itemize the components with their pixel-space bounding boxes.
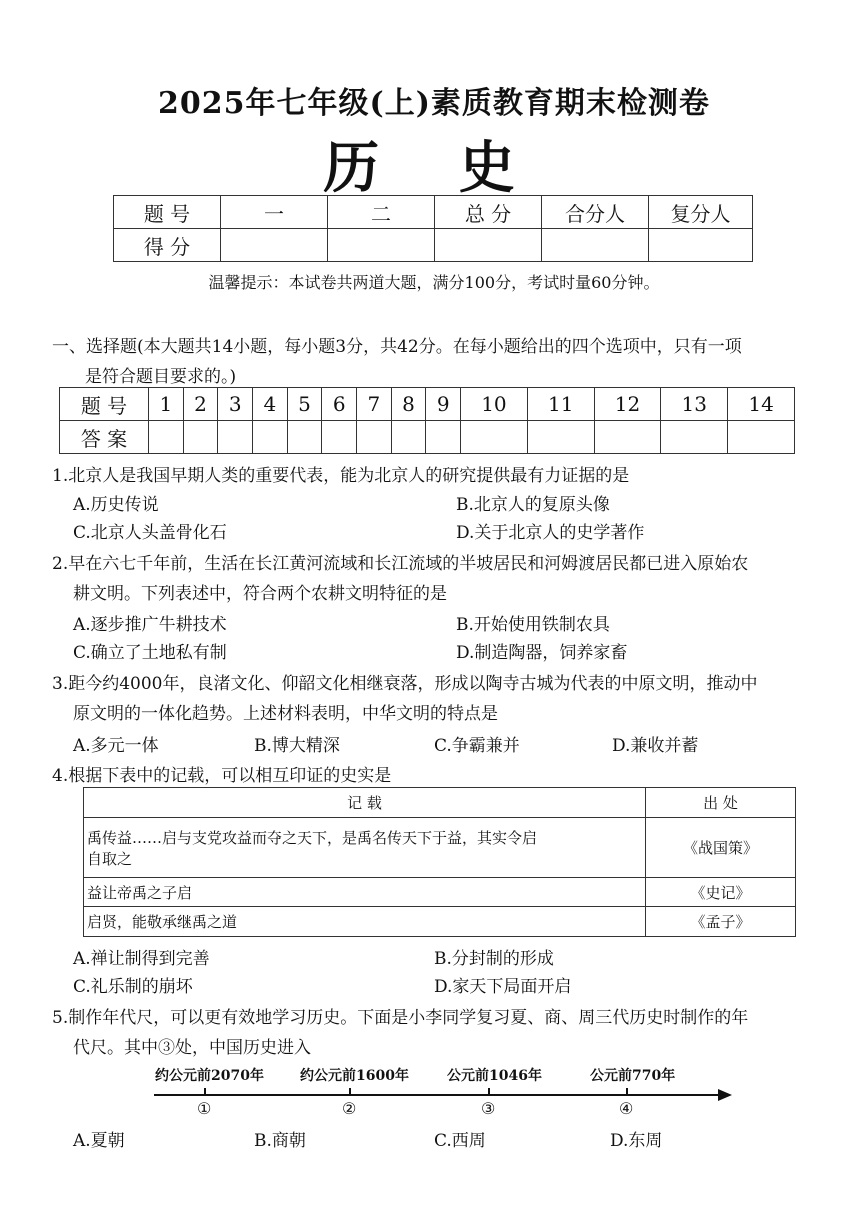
timeline-tick xyxy=(488,1088,490,1096)
timeline-tick xyxy=(626,1088,628,1096)
answer-input-cell[interactable] xyxy=(594,421,661,454)
answer-input-cell[interactable] xyxy=(149,421,184,454)
timeline-mark: ③ xyxy=(481,1099,496,1118)
score-header-cell: 题 号 xyxy=(114,196,221,229)
timeline xyxy=(150,1062,740,1122)
score-table xyxy=(113,195,753,262)
q1-option-c[interactable]: C.北京人头盖骨化石 xyxy=(73,523,227,543)
timeline-label: 公元前770年 xyxy=(590,1068,676,1084)
answer-number-cell: 9 xyxy=(426,388,461,421)
score-input-cell[interactable] xyxy=(328,229,435,262)
question-4-stem: 4.根据下表中的记载，可以相互印证的史实是 xyxy=(52,766,392,786)
answer-number-cell: 8 xyxy=(391,388,426,421)
q3-option-b[interactable]: B.博大精深 xyxy=(254,736,340,756)
answer-number-cell: 3 xyxy=(218,388,253,421)
exam-tip: 温馨提示：本试卷共两道大题，满分100分，考试时量60分钟。 xyxy=(208,273,660,292)
timeline-axis xyxy=(154,1094,724,1096)
timeline-mark: ② xyxy=(342,1099,357,1118)
answer-input-cell[interactable] xyxy=(426,421,461,454)
answer-number-cell: 4 xyxy=(253,388,288,421)
q2-option-a[interactable]: A.逐步推广牛耕技术 xyxy=(73,615,227,635)
source-cell: 《孟子》 xyxy=(646,907,796,937)
question-5-stem-cont: 代尺。其中③处，中国历史进入 xyxy=(73,1038,311,1058)
answer-input-cell[interactable] xyxy=(183,421,218,454)
q4-option-a[interactable]: A.禅让制得到完善 xyxy=(73,949,210,969)
q2-option-c[interactable]: C.确立了土地私有制 xyxy=(73,643,227,663)
q5-option-b[interactable]: B.商朝 xyxy=(254,1131,306,1151)
score-header-cell: 一 xyxy=(221,196,328,229)
answer-input-cell[interactable] xyxy=(391,421,426,454)
q4-option-c[interactable]: C.礼乐制的崩坏 xyxy=(73,977,193,997)
q3-option-c[interactable]: C.争霸兼并 xyxy=(434,736,520,756)
answer-row-label: 答 案 xyxy=(60,421,149,454)
answer-input-cell[interactable] xyxy=(253,421,288,454)
q5-option-d[interactable]: D.东周 xyxy=(610,1131,663,1151)
answer-number-cell: 7 xyxy=(357,388,392,421)
section-heading xyxy=(52,332,822,392)
answer-number-cell: 5 xyxy=(287,388,322,421)
answer-input-cell[interactable] xyxy=(527,421,594,454)
section-line: 一、选择题(本大题共14小题，每小题3分，共42分。在每小题给出的四个选项中，只有一项 xyxy=(52,337,742,357)
records-header-record: 记 载 xyxy=(84,788,646,818)
timeline-mark: ① xyxy=(197,1099,212,1118)
score-input-cell[interactable] xyxy=(435,229,542,262)
q5-option-c[interactable]: C.西周 xyxy=(434,1131,486,1151)
q4-option-b[interactable]: B.分封制的形成 xyxy=(434,949,554,969)
timeline-label: 公元前1046年 xyxy=(447,1068,542,1084)
section-line: 是符合题目要求的。) xyxy=(85,367,237,387)
q1-option-d[interactable]: D.关于北京人的史学著作 xyxy=(456,523,645,543)
answer-input-cell[interactable] xyxy=(287,421,322,454)
answer-number-cell: 12 xyxy=(594,388,661,421)
answer-row-label: 题 号 xyxy=(60,388,149,421)
timeline-mark: ④ xyxy=(619,1099,634,1118)
timeline-tick xyxy=(204,1088,206,1096)
source-cell: 《战国策》 xyxy=(646,818,796,878)
q4-option-d[interactable]: D.家天下局面开启 xyxy=(434,977,572,997)
timeline-label: 约公元前2070年 xyxy=(155,1068,264,1084)
record-cell xyxy=(84,818,646,878)
answer-input-cell[interactable] xyxy=(728,421,795,454)
source-cell: 《史记》 xyxy=(646,878,796,907)
score-header-cell: 二 xyxy=(328,196,435,229)
timeline-label: 约公元前1600年 xyxy=(300,1068,409,1084)
records-header-source: 出 处 xyxy=(646,788,796,818)
score-row-label: 得 分 xyxy=(114,229,221,262)
q3-option-d[interactable]: D.兼收并蓄 xyxy=(612,736,699,756)
answer-table xyxy=(59,387,795,454)
q2-option-d[interactable]: D.制造陶器，饲养家畜 xyxy=(456,643,628,663)
answer-number-cell: 1 xyxy=(149,388,184,421)
answer-input-cell[interactable] xyxy=(218,421,253,454)
subject-title: 历 史 xyxy=(323,135,545,201)
record-text: 禹传益……启与支党攻益而夺之天下，是禹名传天下于益，其实令启 xyxy=(87,828,538,847)
answer-number-cell: 6 xyxy=(322,388,357,421)
q1-option-b[interactable]: B.北京人的复原头像 xyxy=(456,495,610,515)
q5-option-a[interactable]: A.夏朝 xyxy=(73,1131,125,1151)
question-3-stem: 3.距今约4000年，良渚文化、仰韶文化相继衰落，形成以陶寺古城为代表的中原文明，推动中 xyxy=(52,674,758,694)
score-header-cell: 总 分 xyxy=(435,196,542,229)
score-input-cell[interactable] xyxy=(542,229,649,262)
exam-title: 2025年七年级(上)素质教育期末检测卷 xyxy=(158,86,710,121)
answer-input-cell[interactable] xyxy=(461,421,528,454)
timeline-tick xyxy=(349,1088,351,1096)
q2-option-b[interactable]: B.开始使用铁制农具 xyxy=(456,615,610,635)
record-cell: 启贤，能敬承继禹之道 xyxy=(84,907,646,937)
answer-number-cell: 14 xyxy=(728,388,795,421)
question-5-stem: 5.制作年代尺，可以更有效地学习历史。下面是小李同学复习夏、商、周三代历史时制作的年 xyxy=(52,1008,749,1028)
answer-number-cell: 11 xyxy=(527,388,594,421)
answer-input-cell[interactable] xyxy=(661,421,728,454)
score-header-cell: 合分人 xyxy=(542,196,649,229)
q3-option-a[interactable]: A.多元一体 xyxy=(73,736,159,756)
record-text: 自取之 xyxy=(87,849,133,868)
answer-input-cell[interactable] xyxy=(322,421,357,454)
answer-number-cell: 2 xyxy=(183,388,218,421)
q1-option-a[interactable]: A.历史传说 xyxy=(73,495,159,515)
score-input-cell[interactable] xyxy=(221,229,328,262)
answer-number-cell: 10 xyxy=(461,388,528,421)
question-3-stem-cont: 原文明的一体化趋势。上述材料表明，中华文明的特点是 xyxy=(73,704,498,724)
arrow-right-icon xyxy=(718,1089,732,1101)
question-1-stem: 1.北京人是我国早期人类的重要代表，能为北京人的研究提供最有力证据的是 xyxy=(52,466,630,486)
question-2-stem-cont: 耕文明。下列表述中，符合两个农耕文明特征的是 xyxy=(73,584,447,604)
record-cell: 益让帝禹之子启 xyxy=(84,878,646,907)
score-header-cell: 复分人 xyxy=(649,196,753,229)
answer-input-cell[interactable] xyxy=(357,421,392,454)
answer-number-cell: 13 xyxy=(661,388,728,421)
score-input-cell[interactable] xyxy=(649,229,753,262)
question-2-stem: 2.早在六七千年前，生活在长江黄河流域和长江流域的半坡居民和河姆渡居民都已进入原始农 xyxy=(52,554,749,574)
records-table xyxy=(83,787,796,937)
